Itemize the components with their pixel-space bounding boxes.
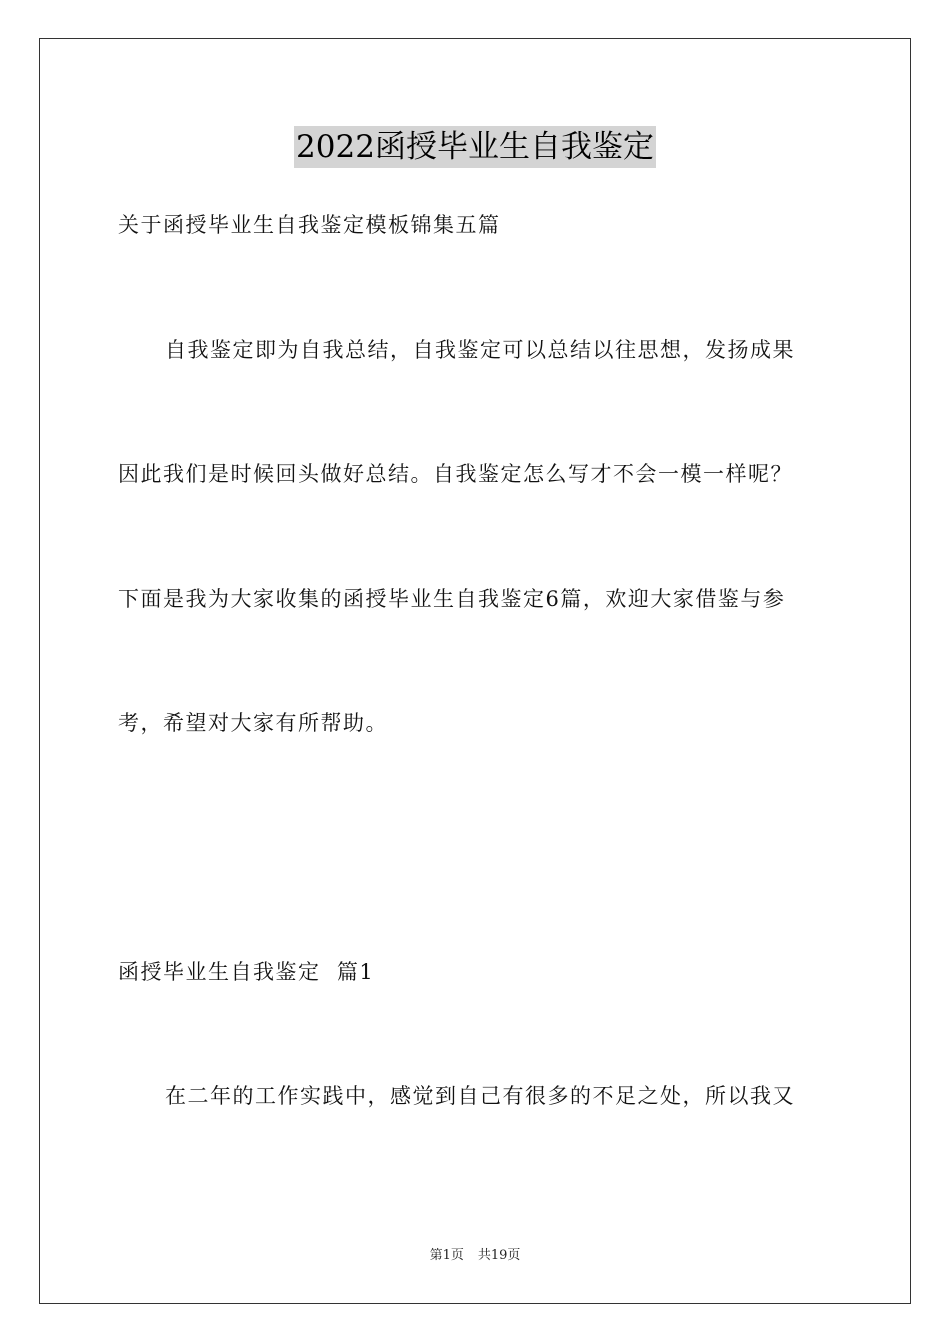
paragraph-line: 下面是我为大家收集的函授毕业生自我鉴定6篇，欢迎大家借鉴与参	[118, 587, 786, 611]
paragraph-line: 自我鉴定即为自我总结，自我鉴定可以总结以往思想，发扬成果	[165, 338, 795, 362]
document-subtitle: 关于函授毕业生自我鉴定模板锦集五篇	[118, 213, 501, 237]
paragraph-line: 在二年的工作实践中，感觉到自己有很多的不足之处，所以我又	[165, 1084, 795, 1108]
paragraph-line: 因此我们是时候回头做好总结。自我鉴定怎么写才不会一模一样呢？	[118, 462, 793, 486]
section-heading: 函授毕业生自我鉴定 篇1	[118, 960, 375, 984]
page-number: 第1页	[429, 1248, 464, 1263]
document-title: 2022函授毕业生自我鉴定	[294, 126, 656, 168]
page-footer	[0, 1246, 950, 1266]
title-container	[0, 126, 950, 168]
paragraph-line: 考，希望对大家有所帮助。	[118, 711, 388, 735]
page-total: 共19页	[477, 1248, 521, 1263]
